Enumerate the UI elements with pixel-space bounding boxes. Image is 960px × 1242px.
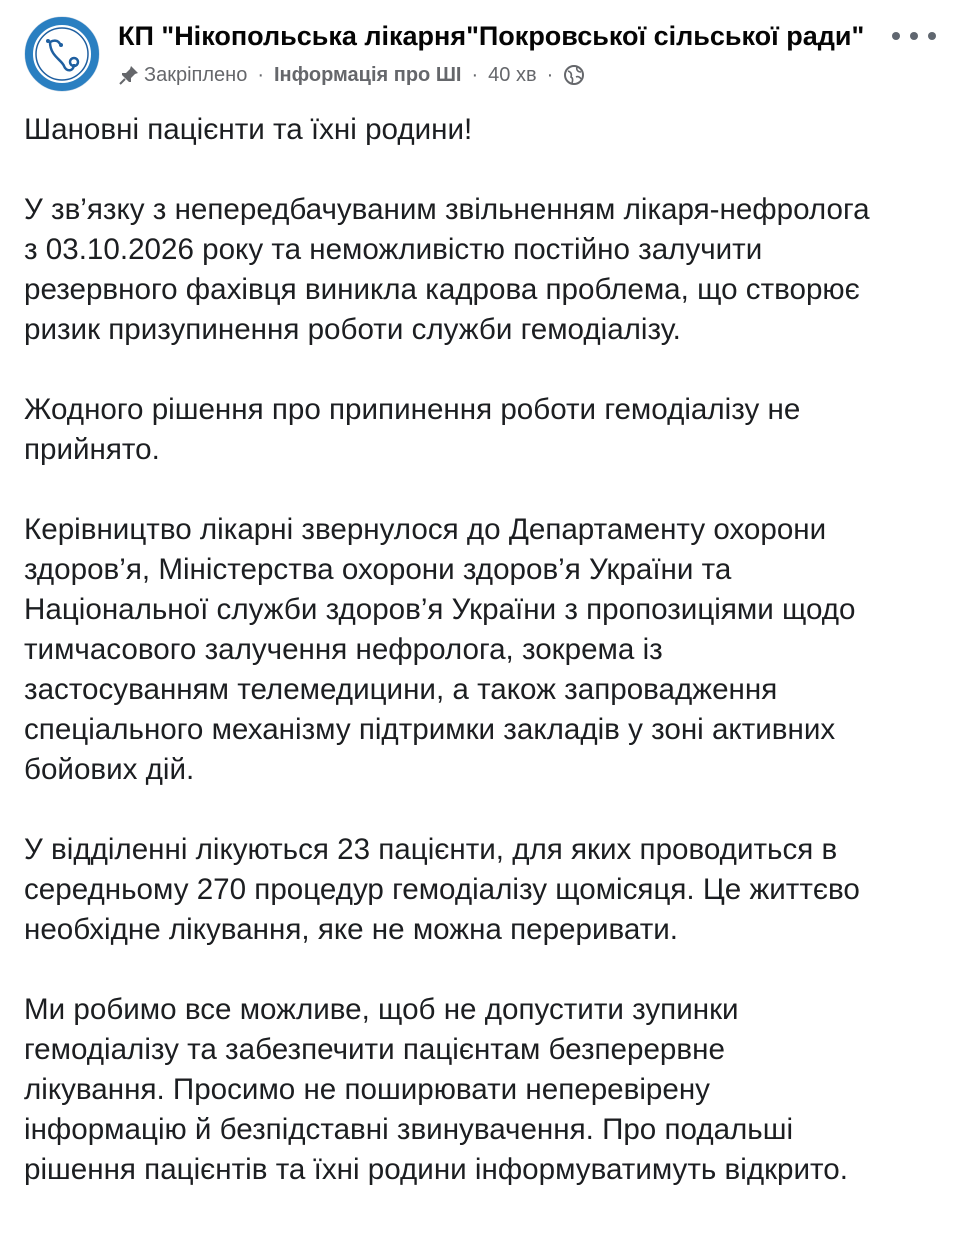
meta-separator: · [546,63,554,86]
page-name-link[interactable]: КП "Нікопольська лікарня"Покровської сільської ради" [118,21,865,51]
post-paragraph: У відділенні лікуються 23 пацієнти, для яких проводиться в середньому 270 процедур гемодіалізу щомісяця. Це життєво необхідне лікування, яке не можна переривати. [24,833,860,946]
post-paragraph: Шановні пацієнти та їхні родини! [24,113,473,146]
more-dots-icon [910,32,918,40]
post-body [24,110,936,1230]
more-options-button[interactable] [892,24,936,48]
post-meta [118,58,878,92]
post-paragraph: У зв’язку з непередбачуваним звільненням лікаря-нефролога з 03.10.2026 року та неможливістю постійно залучити резервного фахівця виникла кадрова проблема, що створює ризик призупинення роботи служби гемодіалізу. [24,193,870,346]
meta-separator: · [257,63,264,86]
globe-icon[interactable] [563,64,585,86]
meta-separator: · [471,63,479,86]
more-dots-icon [928,32,936,40]
post-paragraph: Ми робимо все можливе, щоб не допустити зупинки гемодіалізу та забезпечити пацієнтам безперервне лікування. Просимо не поширювати неперевірену інформацію й безпідставні звинувачення. Про подальші рішення пацієнтів та їхні родини інформуватимуть відкрито. [24,993,848,1186]
post-header [24,16,936,96]
post-paragraph: Жодного рішення про припинення роботи гемодіалізу не прийнято. [24,393,801,466]
header-text [118,16,878,92]
pinned-label: Закріплено [144,63,248,86]
hospital-logo-icon [24,16,100,92]
post-paragraph: Керівництво лікарні звернулося до Департаменту охорони здоров’я, Міністерства охорони здоров’я України та Національної служби здоров’я України з пропозиціями щодо тимчасового залучення нефролога, зокрема із застосуванням телемедицини, а також запровадження спеціального механізму підтримки закладів у зоні активних бойових дій. [24,513,856,786]
pin-icon [118,64,140,86]
page-avatar[interactable] [24,16,100,92]
more-dots-icon [892,32,900,40]
ai-info-link[interactable]: Інформація про ШІ [273,63,462,86]
post-time[interactable]: 40 хв [488,63,537,86]
